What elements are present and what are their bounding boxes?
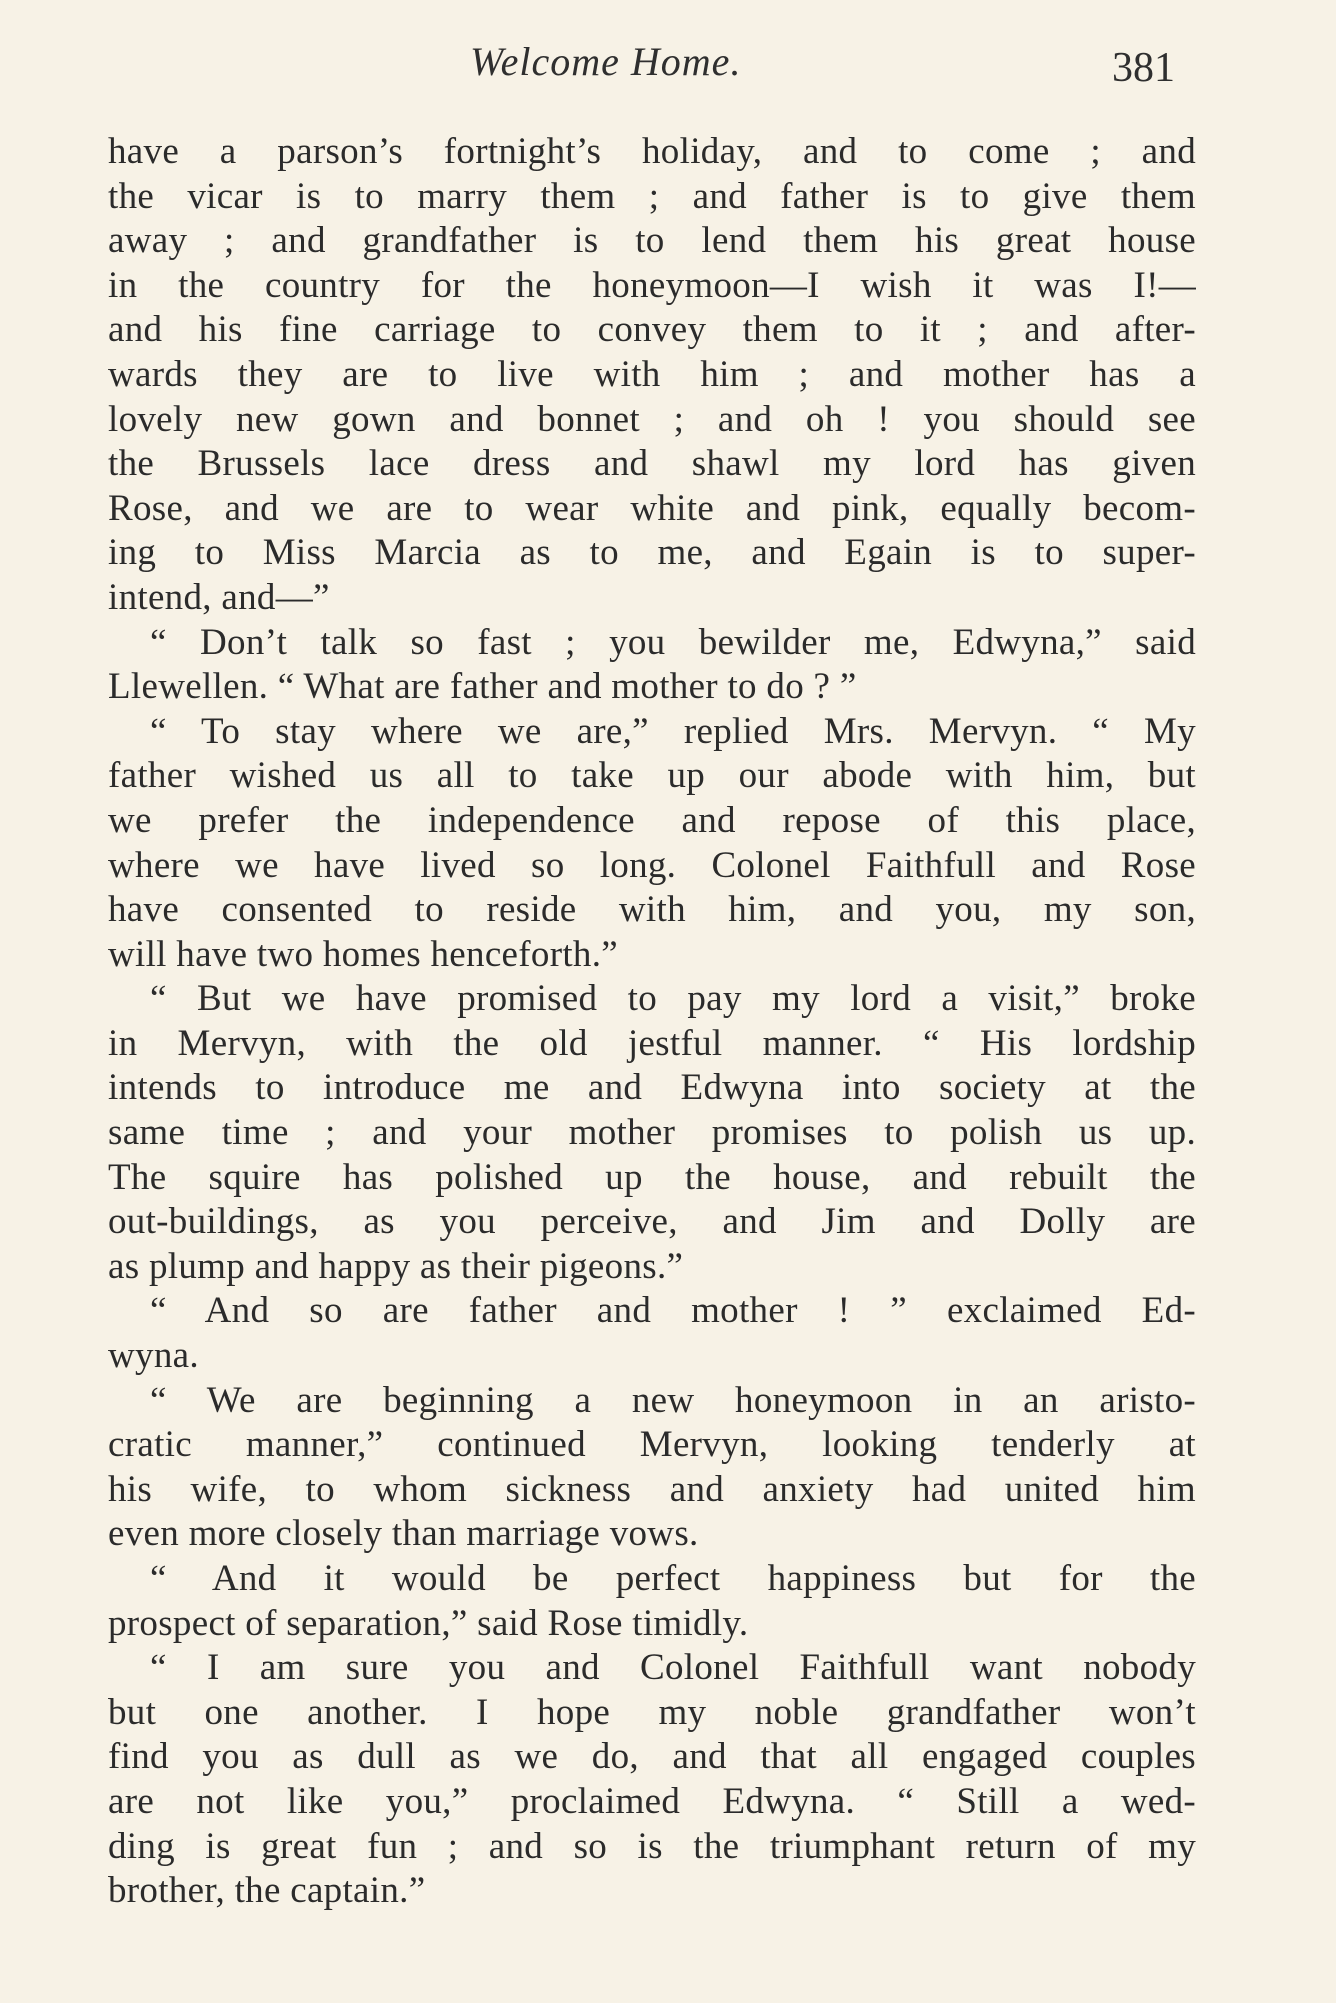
text-line: ding is great fun ; and so is the triumphant return of my: [108, 1825, 1196, 1867]
page-number: 381: [1112, 45, 1175, 91]
text-line: “ Don’t talk so fast ; you bewilder me, Edwyna,” said: [150, 621, 1196, 663]
text-line: have consented to reside with him, and you, my son,: [108, 889, 1196, 931]
text-line: in the country for the honeymoon—I wish it was I!—: [108, 264, 1196, 306]
text-line: Rose, and we are to wear white and pink, equally becom-: [108, 487, 1196, 529]
text-line: the vicar is to marry them ; and father is to give them: [108, 175, 1196, 217]
text-line: the Brussels lace dress and shawl my lord has given: [108, 443, 1196, 485]
text-line: “ But we have promised to pay my lord a visit,” broke: [150, 978, 1196, 1020]
text-line: “ And so are father and mother ! ” exclaimed Ed-: [150, 1290, 1196, 1332]
text-line: out-buildings, as you perceive, and Jim and Dolly are: [108, 1201, 1196, 1243]
text-line: and his fine carriage to convey them to it ; and after-: [108, 309, 1196, 351]
text-line: “ We are beginning a new honeymoon in an aristo-: [150, 1379, 1196, 1421]
running-head: [0, 38, 1336, 98]
text-line: “ I am sure you and Colonel Faithfull want nobody: [150, 1647, 1196, 1689]
text-line: but one another. I hope my noble grandfather won’t: [108, 1691, 1196, 1733]
text-line: Llewellen. “ What are father and mother to do ? ”: [108, 666, 857, 708]
text-line: brother, the captain.”: [108, 1870, 426, 1912]
text-line: ing to Miss Marcia as to me, and Egain is to super-: [108, 532, 1196, 574]
text-line: where we have lived so long. Colonel Faithfull and Rose: [108, 844, 1196, 886]
text-line: we prefer the independence and repose of this place,: [108, 799, 1196, 841]
text-line: same time ; and your mother promises to polish us up.: [108, 1112, 1196, 1154]
text-line: cratic manner,” continued Mervyn, looking tenderly at: [108, 1424, 1196, 1466]
text-line: will have two homes henceforth.”: [108, 933, 618, 975]
text-line: have a parson’s fortnight’s holiday, and to come ; and: [108, 131, 1196, 172]
text-line: lovely new gown and bonnet ; and oh ! you should see: [108, 398, 1196, 440]
text-line: The squire has polished up the house, and rebuilt the: [108, 1156, 1196, 1198]
text-line: his wife, to whom sickness and anxiety had united him: [108, 1468, 1196, 1510]
text-line: away ; and grandfather is to lend them his great house: [108, 220, 1196, 262]
text-line: as plump and happy as their pigeons.”: [108, 1245, 684, 1287]
text-line: even more closely than marriage vows.: [108, 1513, 699, 1555]
text-line: are not like you,” proclaimed Edwyna. “ Still a wed-: [108, 1780, 1196, 1822]
text-line: “ And it would be perfect happiness but for the: [150, 1558, 1196, 1599]
text-line: “ To stay where we are,” replied Mrs. Mervyn. “ My: [150, 710, 1196, 752]
text-line: wards they are to live with him ; and mother has a: [108, 353, 1196, 395]
text-line: intend, and—”: [108, 576, 330, 618]
text-line: in Mervyn, with the old jestful manner. “ His lordship: [108, 1022, 1196, 1064]
text-line: father wished us all to take up our abode with him, but: [108, 755, 1196, 797]
running-title: Welcome Home.: [470, 39, 742, 84]
text-line: find you as dull as we do, and that all engaged couples: [108, 1736, 1196, 1778]
text-line: wyna.: [108, 1335, 199, 1377]
body-text: [108, 130, 1196, 1914]
text-line: prospect of separation,” said Rose timidly.: [108, 1602, 749, 1644]
text-line: intends to introduce me and Edwyna into society at the: [108, 1067, 1196, 1109]
